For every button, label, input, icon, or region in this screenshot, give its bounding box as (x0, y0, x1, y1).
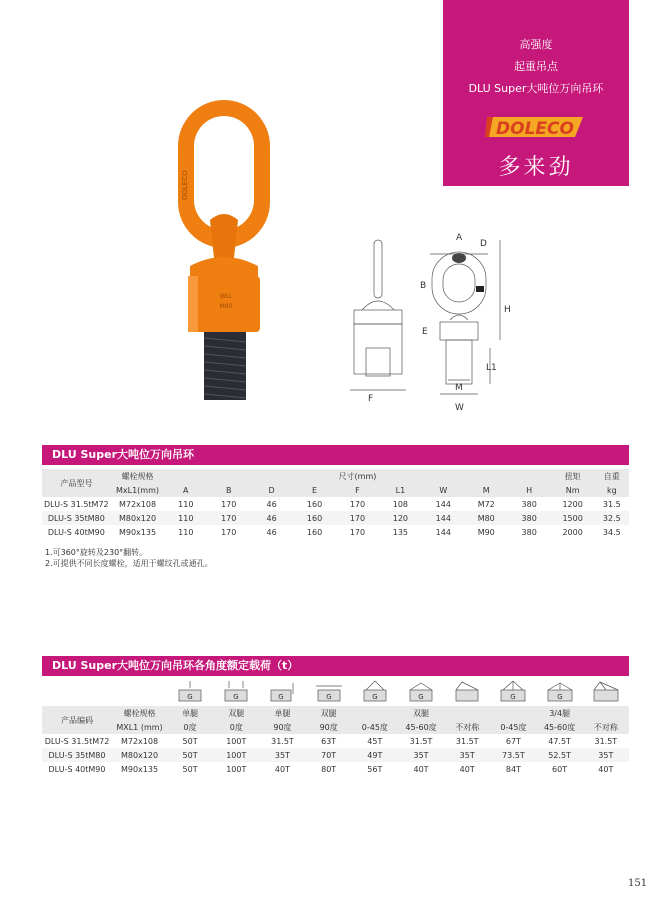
table-cell: 160 (306, 499, 323, 509)
load-icon-double-leg-0 (213, 678, 259, 706)
col-header-dim: H (508, 483, 551, 497)
table-cell: 144 (435, 499, 451, 509)
table-cell: 1200 (562, 499, 583, 509)
table-cell: 35T (398, 748, 444, 762)
table-cell: 47.5T (548, 736, 571, 746)
table-row (42, 734, 629, 748)
col-header-double-leg: 双腿 (352, 706, 491, 720)
table-cell: 120 (379, 511, 422, 525)
load-table (42, 678, 629, 776)
col-header-angle: 不对称 (444, 720, 490, 734)
technical-drawing (340, 230, 530, 415)
spec-header-row-2 (42, 483, 629, 497)
table-cell: 108 (392, 499, 409, 509)
note-line: 2.可提供不同长度螺栓，适用于螺纹孔或通孔。 (45, 559, 213, 568)
svg-text:G: G (418, 693, 424, 701)
table-cell: 31.5T (271, 736, 294, 746)
note-line: 1.可360°旋转及230°翻转。 (45, 548, 148, 557)
col-header-thread-unit: MxL1(mm) (111, 483, 165, 497)
dim-label-b: B (420, 281, 427, 291)
col-header-weight: 自重 (595, 469, 629, 483)
table-cell: 380 (521, 499, 537, 509)
col-header-dim: E (293, 483, 336, 497)
load-icon-multi-leg-asym (583, 678, 629, 706)
table-cell: 170 (349, 527, 366, 537)
table-cell: 144 (422, 511, 465, 525)
table-row (42, 762, 629, 776)
table-cell: M80 (465, 511, 508, 525)
col-header-thread: 螺栓规格 (112, 706, 167, 720)
table-cell: M90x135 (120, 764, 159, 774)
col-header-angle: 不对称 (583, 720, 629, 734)
table-cell: 110 (164, 511, 207, 525)
table-cell: 100T (226, 736, 247, 746)
table-cell: 34.5 (602, 527, 621, 537)
spec-table-title: DLU Super大吨位万向吊环 (42, 445, 629, 465)
table-cell: 170 (221, 527, 237, 537)
col-header-3-4-leg: 3/4腿 (490, 706, 629, 720)
spec-notes (45, 547, 213, 569)
table-cell: 84T (505, 764, 521, 774)
load-table-title: DLU Super大吨位万向吊环各角度额定载荷（t） (42, 656, 629, 676)
dim-label-w: W (455, 403, 464, 413)
dim-label-f: F (368, 394, 374, 404)
page-number: 151 (628, 878, 648, 889)
table-cell: 110 (178, 499, 194, 509)
table-cell: DLU-S 40tM90 (48, 764, 106, 774)
table-cell: 67T (505, 736, 521, 746)
table-cell: 46 (266, 499, 277, 509)
col-header-angle: 90度 (259, 720, 305, 734)
brand-block (443, 0, 629, 186)
col-header-thread: 螺栓规格 (111, 469, 165, 483)
table-cell: DLU-S 35tM80 (42, 511, 111, 525)
table-cell: 135 (392, 527, 409, 537)
table-row (42, 511, 629, 525)
col-header-dim: M (465, 483, 508, 497)
table-cell: 380 (521, 527, 537, 537)
table-cell: 40T (274, 764, 290, 774)
spec-header-row-1 (42, 469, 629, 483)
table-cell: 80T (321, 764, 337, 774)
brand-line-2: 起重吊点 (514, 60, 558, 73)
table-cell: 73.5T (490, 748, 536, 762)
table-cell: 1500 (551, 511, 595, 525)
table-cell: DLU-S 40tM90 (47, 527, 105, 537)
col-header-code: 产品编码 (42, 706, 112, 734)
col-header-dim: D (250, 483, 293, 497)
col-header-weight-unit: kg (595, 483, 629, 497)
table-cell: 170 (207, 511, 250, 525)
table-cell: 31.5T (594, 736, 618, 746)
table-cell: 110 (178, 527, 194, 537)
col-header-angle: 45-60度 (537, 720, 583, 734)
load-icon-double-leg-0-45 (352, 678, 398, 706)
load-icon-multi-leg-0-45 (490, 678, 536, 706)
table-cell: DLU-S 31.5tM72 (44, 736, 110, 746)
table-cell: 144 (435, 527, 451, 537)
table-cell: 63T (321, 736, 337, 746)
col-header-double-leg: 双腿 (213, 706, 259, 720)
table-cell: 2000 (562, 527, 583, 537)
table-cell: 31.5T (409, 736, 433, 746)
table-cell: 50T (182, 764, 198, 774)
col-header-angle: 0-45度 (352, 720, 398, 734)
table-row (42, 497, 629, 511)
table-cell: 70T (306, 748, 352, 762)
table-cell: 50T (167, 748, 213, 762)
load-icon-multi-leg-45-60 (537, 678, 583, 706)
col-header-angle: 0度 (213, 720, 259, 734)
table-cell: 31.5 (602, 499, 621, 509)
load-icon-double-leg-45-60 (398, 678, 444, 706)
table-cell: M72x108 (120, 736, 159, 746)
eye-text: DOLECO (181, 170, 189, 200)
table-cell: 31.5T (455, 736, 479, 746)
table-cell: 40T (598, 764, 614, 774)
table-cell: 380 (508, 511, 551, 525)
col-header-dim: L1 (379, 483, 422, 497)
table-cell: 52.5T (537, 748, 583, 762)
svg-text:G: G (233, 693, 239, 701)
svg-text:G: G (325, 693, 332, 701)
table-cell: 32.5 (595, 511, 629, 525)
load-icon-double-leg-asym (444, 678, 490, 706)
load-icon-single-leg-90 (259, 678, 305, 706)
svg-text:G: G (278, 693, 285, 701)
col-header-thread-unit: MXL1 (mm) (112, 720, 167, 734)
table-cell: 60T (552, 764, 568, 774)
table-cell: 46 (250, 511, 293, 525)
col-header-model: 产品型号 (42, 469, 111, 497)
load-icon-double-leg-90 (306, 678, 352, 706)
table-cell: 100T (213, 748, 259, 762)
doleco-logo (483, 113, 589, 141)
dim-label-m: M (455, 383, 463, 393)
dim-label-d: D (480, 239, 487, 249)
table-cell: 56T (367, 764, 383, 774)
product-photo (160, 100, 290, 405)
col-header-single-leg: 单腿 (259, 706, 305, 720)
table-cell: M90x135 (118, 527, 157, 537)
col-header-angle: 0度 (167, 720, 213, 734)
dim-label-e: E (422, 327, 428, 337)
table-cell: DLU-S 35tM80 (42, 748, 112, 762)
col-header-angle: 0-45度 (490, 720, 536, 734)
dim-label-h: H (504, 305, 511, 315)
col-header-dim: A (164, 483, 207, 497)
load-icon-single-leg-0 (167, 678, 213, 706)
table-cell: DLU-S 31.5tM72 (44, 499, 109, 509)
col-header-angle: 90度 (306, 720, 352, 734)
body-text-1: WLL (219, 293, 233, 300)
col-header-angle: 45-60度 (398, 720, 444, 734)
svg-text:G: G (187, 693, 193, 701)
table-cell: 35T (444, 748, 490, 762)
col-header-dim: W (422, 483, 465, 497)
table-cell: 160 (293, 511, 336, 525)
table-cell: M72x108 (118, 499, 157, 509)
table-cell: 170 (336, 511, 379, 525)
company-name: 多来劲 (498, 155, 574, 180)
table-cell: 170 (221, 499, 237, 509)
table-row (42, 525, 629, 539)
dim-label-a: A (456, 233, 463, 243)
table-row (42, 748, 629, 762)
svg-text:G: G (372, 693, 378, 701)
table-cell: M90 (477, 527, 495, 537)
table-cell: 40T (459, 764, 475, 774)
col-header-dims: 尺寸(mm) (164, 469, 550, 483)
load-header-row-1 (42, 706, 629, 720)
table-cell: 100T (226, 764, 247, 774)
col-header-torque-unit: Nm (551, 483, 595, 497)
body-text-2: M90 (219, 303, 233, 310)
col-header-torque: 扭矩 (551, 469, 595, 483)
table-cell: 170 (349, 499, 366, 509)
table-cell: 46 (266, 527, 277, 537)
brand-line-1: 高强度 (519, 38, 553, 51)
svg-text:G: G (510, 693, 517, 701)
spec-table (42, 469, 629, 539)
load-header-row-2 (42, 720, 629, 734)
logo-text: DOLECO (496, 119, 574, 139)
svg-text:G: G (556, 693, 563, 701)
icon-row (42, 678, 629, 706)
col-header-single-leg: 单腿 (167, 706, 213, 720)
col-header-dim: B (207, 483, 250, 497)
table-cell: 45T (367, 736, 383, 746)
table-cell: M80x120 (112, 748, 167, 762)
table-cell: 35T (583, 748, 629, 762)
table-cell: M80x120 (111, 511, 165, 525)
col-header-double-leg: 双腿 (306, 706, 352, 720)
table-cell: 160 (306, 527, 323, 537)
table-cell: 49T (352, 748, 398, 762)
table-cell: 40T (413, 764, 429, 774)
table-cell: 35T (259, 748, 305, 762)
brand-line-3: DLU Super大吨位万向吊环 (468, 82, 604, 95)
col-header-dim: F (336, 483, 379, 497)
dim-label-l1: L1 (486, 363, 497, 373)
table-cell: 50T (182, 736, 198, 746)
table-cell: M72 (477, 499, 495, 509)
